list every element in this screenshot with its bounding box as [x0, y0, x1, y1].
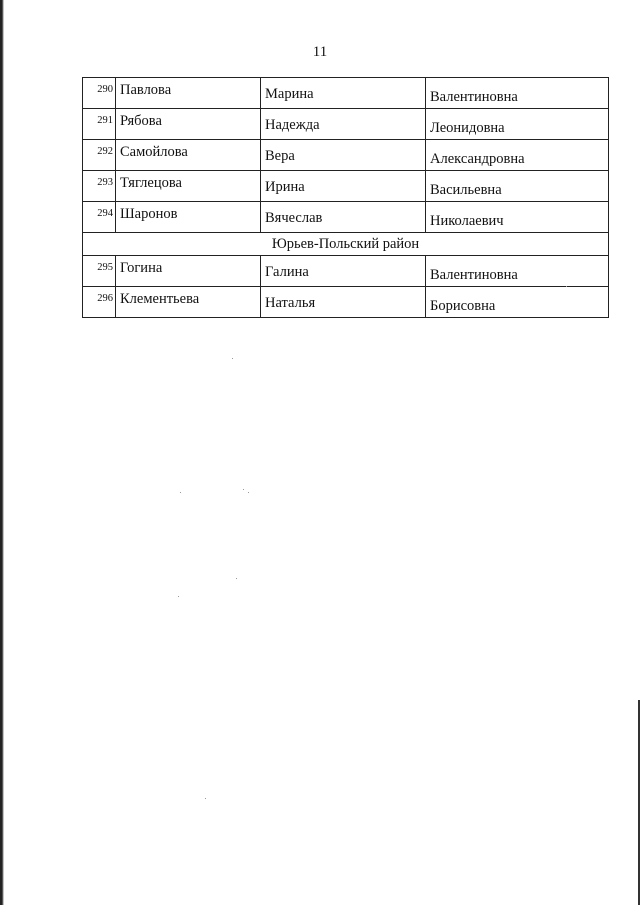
- scan-speck: [205, 798, 206, 799]
- first-name-cell: Вячеслав: [261, 202, 426, 233]
- patronymic-cell: Борисовна: [426, 287, 609, 318]
- scan-speck: [236, 578, 237, 579]
- table-row: [83, 78, 609, 109]
- roster-table: [82, 77, 609, 318]
- patronymic-cell: Валентиновна: [426, 256, 609, 287]
- patronymic-cell: Валентиновна: [426, 78, 609, 109]
- first-name-cell: Марина: [261, 78, 426, 109]
- table-row: [83, 171, 609, 202]
- first-name-cell: Надежда: [261, 109, 426, 140]
- scan-speck: [566, 286, 567, 287]
- scan-speck: [178, 596, 179, 597]
- district-row: [83, 233, 609, 256]
- scan-left-edge: [0, 0, 4, 905]
- row-number: 296: [83, 287, 116, 318]
- first-name-cell: Вера: [261, 140, 426, 171]
- patronymic-cell: Николаевич: [426, 202, 609, 233]
- surname-cell: Самойлова: [116, 140, 261, 171]
- patronymic-cell: Васильевна: [426, 171, 609, 202]
- patronymic-cell: Александровна: [426, 140, 609, 171]
- scan-speck: [180, 492, 181, 493]
- surname-cell: Павлова: [116, 78, 261, 109]
- surname-cell: Тяглецова: [116, 171, 261, 202]
- row-number: 290: [83, 78, 116, 109]
- first-name-cell: Ирина: [261, 171, 426, 202]
- patronymic-cell: Леонидовна: [426, 109, 609, 140]
- first-name-cell: Галина: [261, 256, 426, 287]
- scan-speck: [232, 358, 233, 359]
- district-heading: Юрьев-Польский район: [83, 233, 609, 256]
- table-row: [83, 109, 609, 140]
- table-row: [83, 202, 609, 233]
- surname-cell: Гогина: [116, 256, 261, 287]
- surname-cell: Рябова: [116, 109, 261, 140]
- scan-speck: [243, 489, 244, 490]
- table-row: [83, 287, 609, 318]
- page-number: 11: [312, 44, 328, 60]
- row-number: 292: [83, 140, 116, 171]
- surname-cell: Клементьева: [116, 287, 261, 318]
- row-number: 291: [83, 109, 116, 140]
- row-number: 293: [83, 171, 116, 202]
- row-number: 295: [83, 256, 116, 287]
- row-number: 294: [83, 202, 116, 233]
- table-row: [83, 140, 609, 171]
- surname-cell: Шаронов: [116, 202, 261, 233]
- scan-speck: [248, 492, 249, 493]
- table-row: [83, 256, 609, 287]
- first-name-cell: Наталья: [261, 287, 426, 318]
